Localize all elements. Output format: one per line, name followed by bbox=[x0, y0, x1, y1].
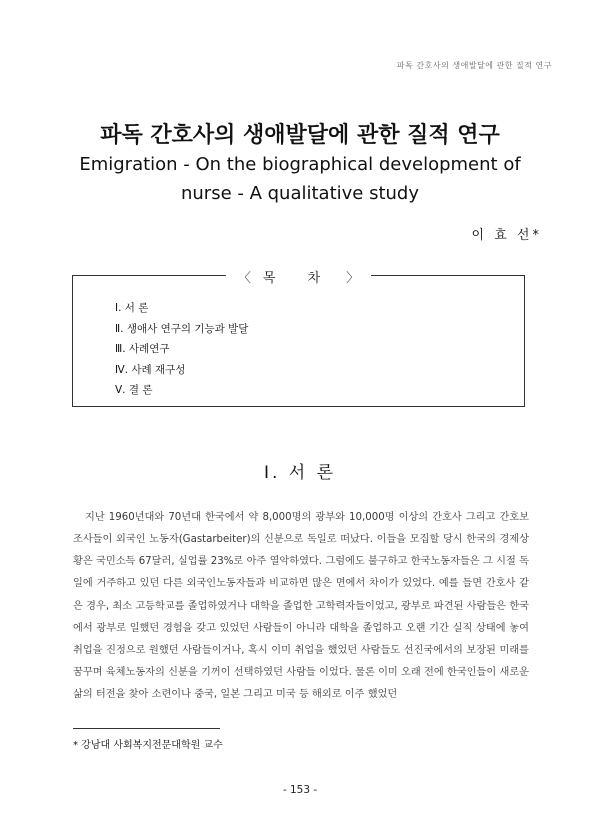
title-english bbox=[0, 150, 600, 208]
title-english-line-2: nurse - A qualitative study bbox=[180, 183, 420, 204]
toc-item: Ⅰ. 서 론 bbox=[115, 302, 149, 314]
body-paragraph: 지난 1960년대와 70년대 한국에서 약 8,000명의 광부와 10,000명 이상의 간호사 그리고 간호보조사들이 외국인 노동자(Gastarbeiter)의 신분으로 독일로 떠났다. 이들을 모집할 당시 한국의 경제상황은 국민소득 67달러, 실업률 23%로 아주 열악하였다. 그럼에도 불구하고 한국노동자들은 그 시절 독일에 거주하고 있던 다른 외국인노동자들과 비교하면 많은 면에서 차이가 있었다. 예를 들면 간호사 같은 경우, 최소 고등학교를 졸업하였거나 대학을 졸업한 고학력자들이었고, 광부로 파견된 사람들은 한국에서 광부로 일했던 경험을 갖고 있었던 사람들이 아니라 대학을 졸업하고 오랜 기간 실직 상태에 놓여 취업을 진정으로 원했던 사람들이거나, 혹시 이미 취업을 했었던 사람들도 선진국에서의 보장된 미래를 꿈꾸며 육체노동자의 신분을 기꺼이 선택하였던 사람들 이었다. 물론 이미 오래 전에 한국인들이 새로운 삶의 터전을 찾아 소련이나 중국, 일본 그리고 미국 등 해외로 이주 했었던 bbox=[73, 512, 529, 700]
page-number: - 153 - bbox=[282, 784, 318, 796]
toc-item: Ⅳ. 사례 재구성 bbox=[115, 363, 186, 376]
toc-item: Ⅱ. 생애사 연구의 기능과 발달 bbox=[115, 322, 249, 335]
toc-list bbox=[115, 298, 248, 401]
toc-heading bbox=[226, 271, 371, 286]
left-angle-bracket-icon: 〈 bbox=[232, 271, 257, 286]
running-head: 파독 간호사의 생애발달에 관한 질적 연구 bbox=[396, 61, 552, 70]
toc-heading-wrap bbox=[73, 267, 524, 286]
title-english-line-1: Emigration - On the biographical development of bbox=[79, 154, 521, 175]
toc-heading-text: 목 차 bbox=[257, 271, 340, 286]
right-angle-bracket-icon: 〉 bbox=[340, 271, 365, 286]
title-korean: 파독 간호사의 생애발달에 관한 질적 연구 bbox=[100, 123, 500, 148]
footnote-divider bbox=[73, 728, 220, 729]
table-of-contents bbox=[72, 271, 525, 407]
toc-item: Ⅲ. 사례연구 bbox=[115, 343, 170, 355]
author: 이 효 선* bbox=[471, 228, 542, 243]
toc-item: Ⅴ. 결 론 bbox=[115, 384, 153, 396]
footnote: * 강남대 사회복지전문대학원 교수 bbox=[73, 740, 223, 751]
section-heading: Ⅰ. 서 론 bbox=[263, 463, 337, 483]
